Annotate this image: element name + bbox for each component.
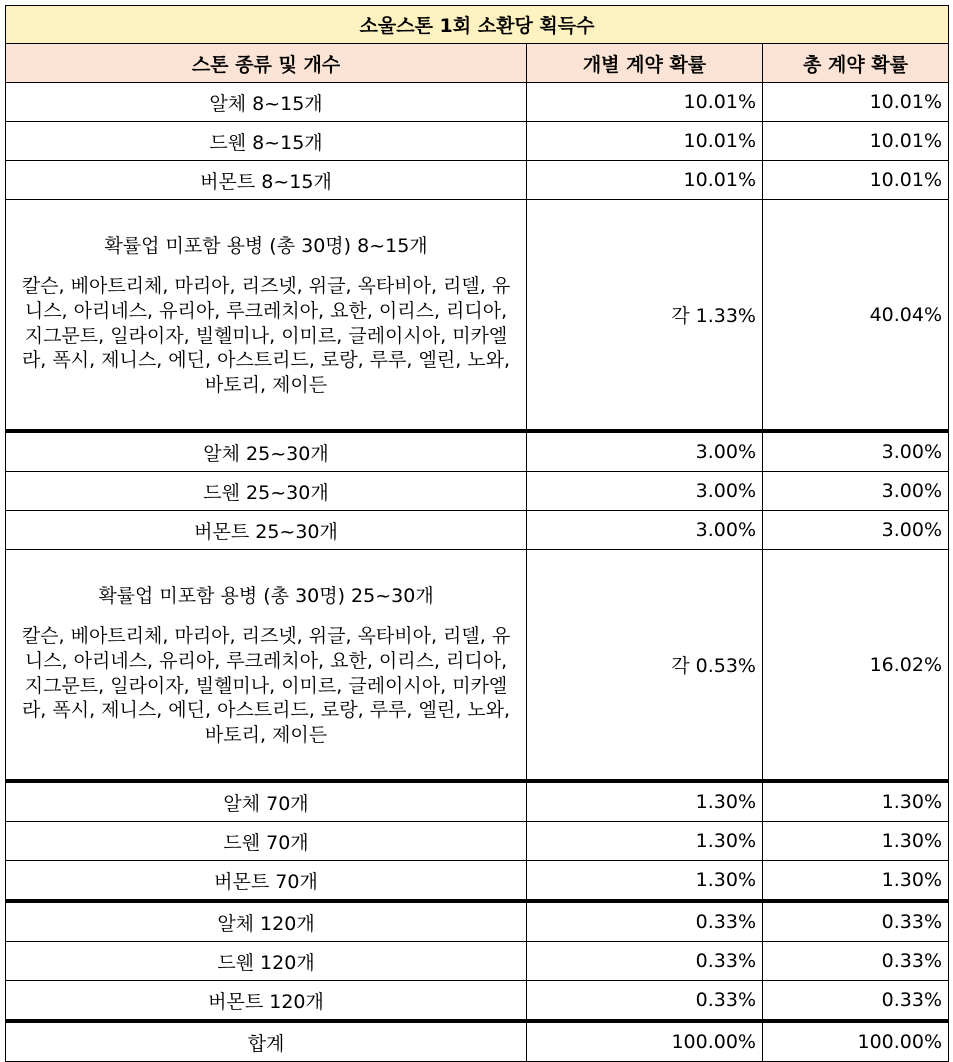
total-row	[6, 1021, 949, 1062]
row-individual: 1.30%	[527, 822, 763, 861]
table-row-pickup-8-15	[6, 200, 949, 432]
row-total: 3.00%	[763, 511, 949, 550]
row-individual: 3.00%	[527, 511, 763, 550]
row-total: 0.33%	[763, 942, 949, 981]
row-total: 10.01%	[763, 161, 949, 200]
row-label: 버몬트 8~15개	[6, 161, 527, 200]
header-kind: 스톤 종류 및 개수	[6, 44, 527, 83]
probability-table	[5, 5, 949, 1062]
row-total: 40.04%	[763, 200, 949, 432]
table-row	[6, 822, 949, 861]
row-total: 0.33%	[763, 901, 949, 942]
row-label: 드웬 120개	[6, 942, 527, 981]
row-label: 버몬트 70개	[6, 861, 527, 902]
table-row	[6, 981, 949, 1022]
row-label	[6, 200, 527, 432]
row-label: 버몬트 120개	[6, 981, 527, 1022]
row-individual: 3.00%	[527, 472, 763, 511]
row-label: 알체 70개	[6, 781, 527, 822]
row-individual: 각 0.53%	[527, 550, 763, 782]
row-label: 알체 8~15개	[6, 83, 527, 122]
row-label: 알체 120개	[6, 901, 527, 942]
row-individual: 1.30%	[527, 781, 763, 822]
row-label: 드웬 70개	[6, 822, 527, 861]
table-row	[6, 161, 949, 200]
table-row	[6, 781, 949, 822]
row-individual: 10.01%	[527, 161, 763, 200]
total-label: 합계	[6, 1021, 527, 1062]
header-individual: 개별 계약 확률	[527, 44, 763, 83]
row-total: 3.00%	[763, 472, 949, 511]
table-row	[6, 83, 949, 122]
row-label: 드웬 25~30개	[6, 472, 527, 511]
pickup-members: 칼슨, 베아트리체, 마리아, 리즈넷, 위글, 옥타비아, 리델, 유니스, 아리네스, 유리아, 루크레치아, 요한, 이리스, 리디아, 지그문트, 일라이자, 빌헬미나, 이미르, 글레이시아, 미카엘라, 폭시, 제니스, 에딘, 아스트리드, 로랑, 루루, 엘린, 노와, 바토리, 제이든	[21, 625, 511, 747]
table-row	[6, 511, 949, 550]
row-individual: 각 1.33%	[527, 200, 763, 432]
row-total: 1.30%	[763, 861, 949, 902]
row-total: 10.01%	[763, 122, 949, 161]
row-label: 알체 25~30개	[6, 431, 527, 472]
row-individual: 10.01%	[527, 122, 763, 161]
row-total: 3.00%	[763, 431, 949, 472]
total-total: 100.00%	[763, 1021, 949, 1062]
row-individual: 3.00%	[527, 431, 763, 472]
row-label: 버몬트 25~30개	[6, 511, 527, 550]
pickup-title: 확률업 미포함 용병 (총 30명) 25~30개	[98, 585, 434, 608]
table-row	[6, 431, 949, 472]
row-total: 0.33%	[763, 981, 949, 1022]
total-individual: 100.00%	[527, 1021, 763, 1062]
row-total: 1.30%	[763, 822, 949, 861]
row-individual: 0.33%	[527, 901, 763, 942]
row-label	[6, 550, 527, 782]
row-label: 드웬 8~15개	[6, 122, 527, 161]
table-row	[6, 472, 949, 511]
table-row	[6, 901, 949, 942]
row-total: 1.30%	[763, 781, 949, 822]
table-row	[6, 861, 949, 902]
row-individual: 0.33%	[527, 942, 763, 981]
row-total: 10.01%	[763, 83, 949, 122]
header-row	[6, 44, 949, 83]
pickup-members: 칼슨, 베아트리체, 마리아, 리즈넷, 위글, 옥타비아, 리델, 유니스, 아리네스, 유리아, 루크레치아, 요한, 이리스, 리디아, 지그문트, 일라이자, 빌헬미나, 이미르, 글레이시아, 미카엘라, 폭시, 제니스, 에딘, 아스트리드, 로랑, 루루, 엘린, 노와, 바토리, 제이든	[21, 275, 511, 397]
row-individual: 1.30%	[527, 861, 763, 902]
table-row	[6, 122, 949, 161]
table-title: 소울스톤 1회 소환당 획득수	[6, 6, 949, 44]
header-total: 총 계약 확률	[763, 44, 949, 83]
title-row	[6, 6, 949, 44]
table-row-pickup-25-30	[6, 550, 949, 782]
row-total: 16.02%	[763, 550, 949, 782]
row-individual: 10.01%	[527, 83, 763, 122]
pickup-title: 확률업 미포함 용병 (총 30명) 8~15개	[104, 235, 428, 258]
table-row	[6, 942, 949, 981]
row-individual: 0.33%	[527, 981, 763, 1022]
